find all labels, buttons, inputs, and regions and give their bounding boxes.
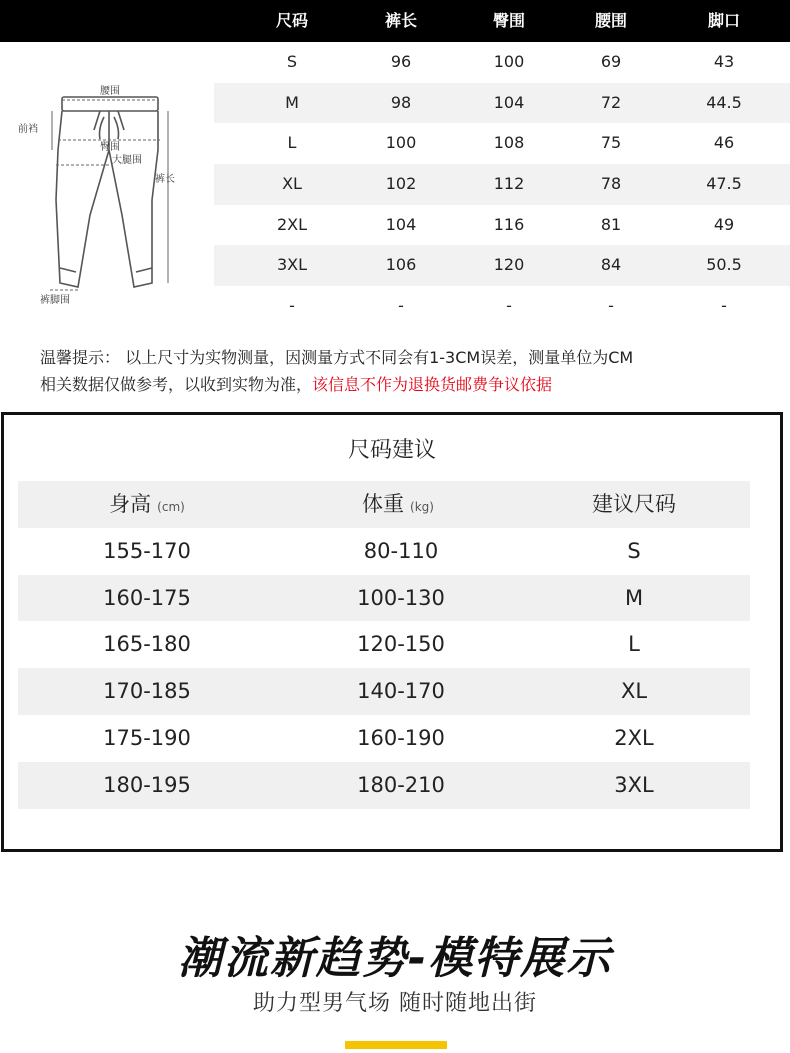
cell-height: 165-180 (103, 632, 191, 657)
cell-weight: 140-170 (357, 679, 445, 704)
banner-title: 潮流新趋势-模特展示 (177, 933, 613, 984)
header-weight (362, 481, 434, 528)
table-row (214, 83, 790, 124)
table-row (214, 245, 790, 286)
cell-hip: - (506, 296, 512, 316)
recommendation-header-row (18, 481, 750, 528)
cell-leg-opening: 46 (713, 133, 735, 153)
cell-suggested-size: S (627, 538, 641, 563)
cell-length: 96 (390, 52, 412, 71)
cell-size: XL (282, 174, 302, 194)
recommendation-title: 尺码建议 (347, 438, 436, 463)
cell-waist: - (608, 296, 614, 316)
cell-leg-opening: 43 (713, 52, 735, 71)
header-height-label: 身高 (109, 492, 152, 516)
table-row (214, 205, 790, 246)
size-recommendation-panel (1, 412, 783, 852)
diagram-label-leg-opening: 裤脚围 (40, 295, 70, 306)
cell-leg-opening: 47.5 (706, 174, 742, 194)
header-height-unit: (cm) (157, 500, 185, 514)
notice-warning-text: 该信息不作为退换货邮费争议依据 (312, 375, 553, 394)
cell-height: 155-170 (103, 538, 191, 563)
header-height (109, 481, 185, 528)
cell-height: 175-190 (103, 725, 191, 750)
recommendation-row (18, 668, 750, 715)
table-row (214, 164, 790, 205)
cell-hip: 120 (493, 255, 525, 275)
diagram-label-thigh: 大腿围 (112, 155, 142, 166)
banner-subtitle: 助力型男气场 随时随地出街 (253, 991, 537, 1016)
diagram-label-front-rise: 前裆 (18, 124, 38, 135)
cell-waist: 75 (600, 133, 622, 153)
cell-leg-opening: - (721, 296, 727, 316)
cell-hip: 104 (493, 92, 525, 112)
cell-length: 98 (390, 92, 412, 112)
pants-outline (56, 97, 158, 287)
cell-size: - (289, 296, 295, 316)
cell-height: 160-175 (103, 585, 191, 610)
banner-accent-bar (345, 1041, 447, 1049)
cell-waist: 69 (600, 52, 622, 71)
header-weight-label: 体重 (362, 492, 405, 516)
notice-line-1: 温馨提示： 以上尺寸为实物测量，因测量方式不同会有1-3CM误差，测量单位为CM (40, 348, 634, 367)
cell-size: L (287, 133, 297, 153)
cell-length: 106 (385, 255, 417, 275)
cell-suggested-size: L (628, 632, 640, 657)
cell-suggested-size: XL (620, 679, 648, 704)
notice-line-2-text: 相关数据仅做参考，以收到实物为准， (40, 375, 313, 394)
cell-length: 104 (385, 214, 417, 234)
cell-suggested-size: 2XL (614, 725, 654, 750)
cell-height: 180-195 (103, 772, 191, 797)
cell-weight: 80-110 (363, 538, 439, 563)
diagram-label-waist: 腰围 (100, 86, 120, 97)
cell-hip: 108 (493, 133, 525, 153)
recommendation-row (18, 575, 750, 622)
cell-length: - (398, 296, 404, 316)
cell-hip: 112 (493, 174, 525, 194)
cell-size: 3XL (276, 255, 308, 275)
recommendation-row (18, 715, 750, 762)
header-leg-opening: 脚口 (707, 11, 741, 30)
cell-size: S (286, 52, 298, 71)
header-hip: 臀围 (492, 11, 526, 30)
recommendation-table (18, 481, 750, 809)
cell-waist: 78 (600, 174, 622, 194)
recommendation-row (18, 528, 750, 575)
cell-leg-opening: 50.5 (706, 255, 742, 275)
cell-hip: 116 (493, 214, 525, 234)
recommendation-row (18, 621, 750, 668)
cell-suggested-size: 3XL (614, 772, 654, 797)
cell-weight: 160-190 (357, 725, 445, 750)
cell-waist: 81 (600, 214, 622, 234)
cell-suggested-size: M (624, 585, 644, 610)
table-row (214, 286, 790, 327)
pants-diagram (0, 42, 214, 327)
header-weight-unit: (kg) (410, 500, 434, 514)
cell-size: 2XL (276, 214, 308, 234)
cell-height: 170-185 (103, 679, 191, 704)
recommendation-row (18, 762, 750, 809)
cell-waist: 84 (600, 255, 622, 275)
diagram-label-length: 裤长 (155, 174, 175, 185)
header-length: 裤长 (384, 11, 418, 30)
notice-line-2 (40, 371, 770, 398)
header-suggested-size: 建议尺码 (592, 492, 676, 516)
cell-weight: 120-150 (357, 632, 445, 657)
cell-leg-opening: 49 (713, 214, 735, 234)
cell-waist: 72 (600, 92, 622, 112)
diagram-label-hip: 臀围 (100, 142, 120, 153)
cell-length: 100 (385, 133, 417, 153)
cell-hip: 100 (493, 52, 525, 71)
cell-size: M (285, 92, 299, 112)
cell-weight: 180-210 (357, 772, 445, 797)
header-size: 尺码 (275, 11, 309, 30)
table-row (214, 42, 790, 83)
table-row (214, 123, 790, 164)
measurement-notice (40, 344, 770, 398)
header-waist: 腰围 (594, 11, 628, 30)
cell-length: 102 (385, 174, 417, 194)
cell-leg-opening: 44.5 (706, 92, 742, 112)
size-table-body (214, 42, 790, 327)
size-table-header (0, 0, 790, 42)
cell-weight: 100-130 (357, 585, 445, 610)
